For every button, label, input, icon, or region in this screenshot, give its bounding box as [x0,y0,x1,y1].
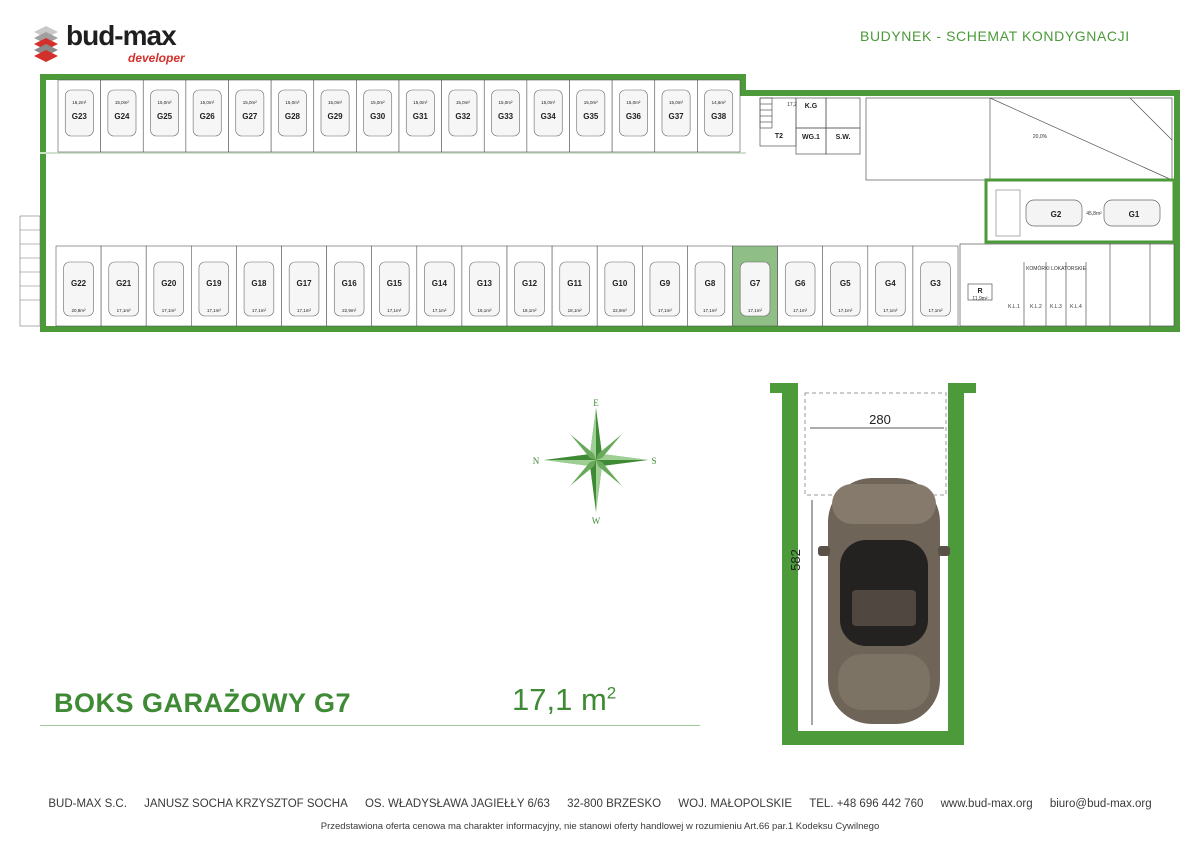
parking-bay-g35[interactable] [570,80,613,152]
footer-web[interactable]: www.bud-max.org [940,798,1033,810]
bay-label: G34 [540,112,556,121]
bay-area: 17,1m² [838,308,853,313]
bay-area: 15,0m² [626,100,641,105]
parking-bay-g7[interactable] [733,246,778,326]
bay-area: 17,1m² [883,308,898,313]
parking-bay-g31[interactable] [399,80,442,152]
bay-label: G31 [412,112,428,121]
bay-label: G33 [498,112,514,121]
garage-g2-label: G2 [1050,210,1062,219]
document-title: BUDYNEK - SCHEMAT KONDYGNACJI [860,28,1130,44]
parking-bay-g6[interactable] [778,246,823,326]
bay-area: 17,1m² [116,308,131,313]
bay-label: G36 [625,112,641,121]
bay-area: 18,1m² [522,308,537,313]
footer-city: 32-800 BRZESKO [567,798,662,810]
compass-s: S [651,456,657,466]
bay-area: 17,1m² [702,308,717,313]
top-parking-row [58,80,740,152]
bay-area: 15,0m² [285,100,300,105]
bay-label: G24 [114,112,130,121]
bay-label: G29 [327,112,343,121]
parking-bay-g19[interactable] [191,246,236,326]
bay-label: G30 [370,112,386,121]
parking-bay-g17[interactable] [282,246,327,326]
bay-label: G6 [794,279,806,288]
bay-label: G17 [296,279,312,288]
parking-bay-g18[interactable] [236,246,281,326]
bay-area: 15,0m² [370,100,385,105]
bay-label: G19 [206,279,222,288]
parking-bay-g12[interactable] [507,246,552,326]
bay-label: G3 [930,279,941,288]
parking-bay-g24[interactable] [101,80,144,152]
bay-area: 15,0m² [583,100,598,105]
bay-area: 18,1m² [567,308,582,313]
parking-bay-g16[interactable] [327,246,372,326]
box-area-sup: 2 [606,683,617,703]
bay-area: 17,1m² [297,308,312,313]
storage-kl4: K.L.4 [1070,304,1082,310]
compass-e: E [593,398,599,408]
box-title: BOKS GARAŻOWY G7 [54,688,352,718]
bay-area: 17,1m² [748,308,763,313]
bay-label: G5 [839,279,851,288]
bay-area: 15,0m² [669,100,684,105]
bay-label: G25 [157,112,173,121]
ramp-percent: 20,0% [1032,134,1048,140]
double-garage-area: 45,8m² [1086,211,1102,217]
parking-bay-g5[interactable] [823,246,868,326]
double-garage [986,180,1174,242]
bay-area: 17,1m² [387,308,402,313]
bay-label: G18 [251,279,267,288]
bay-area: 15,0m² [498,100,513,105]
bay-area: 16,2m² [72,100,87,105]
room-r-label: R [977,288,983,295]
title-underline [40,725,700,726]
bay-area: 18,1m² [477,308,492,313]
bay-label: G13 [476,279,493,288]
storage-kl3: K.L.3 [1050,304,1062,310]
ramp [866,98,1172,180]
bay-label: G4 [885,279,896,288]
compass-w: W [591,516,601,526]
bay-label: G23 [71,112,87,121]
bay-area: 22,9m² [342,308,357,313]
g7-length-dim: 582 [788,549,803,571]
bay-area: 17,1m² [928,308,943,313]
bay-area: 17,1m² [793,308,808,313]
parking-bay-g38[interactable] [697,80,740,152]
bay-area: 15,0m² [157,100,172,105]
disclaimer: Przedstawiona oferta cenowa ma charakter informacyjny, nie stanowi oferty handlowej w rozumieniu Art.66 par.1 Kodeksu Cywilnego [320,821,880,832]
parking-bay-g4[interactable] [868,246,913,326]
footer-owners: JANUSZ SOCHA KRZYSZTOF SOCHA [144,798,348,810]
parking-bay-g22[interactable] [56,246,101,326]
bay-label: G38 [711,112,727,121]
parking-bay-g26[interactable] [186,80,229,152]
storage-kl1: K.L.1 [1008,304,1020,310]
bay-label: G28 [284,112,300,121]
bay-area: 15,0m² [413,100,428,105]
bay-area: 22,9m² [612,308,627,313]
bay-area: 15,0m² [455,100,470,105]
parking-bay-g10[interactable] [597,246,642,326]
stairs-dim: 17,2 [787,102,797,108]
parking-bay-g29[interactable] [314,80,357,152]
parking-bay-g36[interactable] [612,80,655,152]
bay-label: G14 [431,279,447,288]
parking-bay-g9[interactable] [642,246,687,326]
bay-label: G21 [116,279,132,288]
bay-area: 20,8m² [71,308,86,313]
bay-label: G16 [341,279,357,288]
footer-contact [0,798,1200,810]
bay-area: 15,0m² [114,100,129,105]
bay-area: 17,1m² [161,308,176,313]
logo-name: bud-max [66,20,176,51]
parking-bay-g21[interactable] [101,246,146,326]
parking-bay-g25[interactable] [143,80,186,152]
parking-bay-g28[interactable] [271,80,314,152]
parking-bay-g37[interactable] [655,80,698,152]
garage-g1-label: G1 [1128,210,1140,219]
room-kg-label: K.G [804,103,818,110]
footer-region: WOJ. MAŁOPOLSKIE [678,798,793,810]
compass-rose [544,408,648,512]
parking-bay-g3[interactable] [913,246,958,326]
footer-email[interactable]: biuro@bud-max.org [1049,798,1152,810]
parking-bay-g23[interactable] [58,80,101,152]
storage-kl2: K.L.2 [1030,304,1042,310]
bay-area: 17,1m² [206,308,221,313]
bay-area: 17,1m² [657,308,672,313]
parking-bay-g32[interactable] [442,80,485,152]
bay-label: G20 [161,279,177,288]
bay-label: G9 [659,279,671,288]
bay-label: G7 [749,279,761,288]
box-area [512,682,616,718]
parking-bay-g13[interactable] [462,246,507,326]
bay-label: G11 [567,279,582,288]
footer-phone: TEL. +48 696 442 760 [809,798,924,810]
bay-label: G22 [70,279,87,288]
bay-label: G26 [199,112,215,121]
bottom-parking-row [56,246,958,326]
g7-width-dim: 280 [869,412,891,427]
bay-label: G37 [668,112,684,121]
bay-area: 17,1m² [432,308,447,313]
bay-area: 15,0m² [242,100,257,105]
bay-label: G27 [242,112,258,121]
parking-bay-g34[interactable] [527,80,570,152]
footer-address: OS. WŁADYSŁAWA JAGIEŁŁY 6/63 [364,798,550,810]
parking-bay-g27[interactable] [229,80,272,152]
parking-bay-g11[interactable] [552,246,597,326]
bay-area: 17,1m² [251,308,266,313]
box-area-value: 17,1 m [512,682,607,717]
bay-label: G10 [612,279,628,288]
bay-area: 14,6m² [711,100,726,105]
footer-company: BUD-MAX S.C. [48,798,127,810]
logo-subtitle: developer [128,51,185,65]
parking-bay-g8[interactable] [687,246,732,326]
bay-area: 15,0m² [200,100,215,105]
bay-area: 15,0m² [328,100,343,105]
parking-bay-g15[interactable] [372,246,417,326]
parking-bay-g14[interactable] [417,246,462,326]
storage-area [960,244,1174,326]
compass-n: N [532,456,540,466]
bay-label: G8 [704,279,716,288]
bay-area: 15,0m² [541,100,556,105]
room-wg-label: WG.1 [802,134,820,141]
left-stairs [20,216,40,326]
room-t2-label: T2 [774,133,784,140]
room-r-area: 11,9m² [972,296,988,302]
parking-bay-g20[interactable] [146,246,191,326]
room-sw-label: S.W. [835,134,851,141]
parking-bay-g33[interactable] [484,80,527,152]
storage-label: KOMÓRKI LOKATORSKIE [1026,266,1086,272]
bay-label: G35 [583,112,599,121]
bay-label: G12 [521,279,538,288]
parking-bay-g30[interactable] [356,80,399,152]
bay-label: G15 [386,279,402,288]
car-top-view [818,478,950,724]
bay-label: G32 [455,112,471,121]
